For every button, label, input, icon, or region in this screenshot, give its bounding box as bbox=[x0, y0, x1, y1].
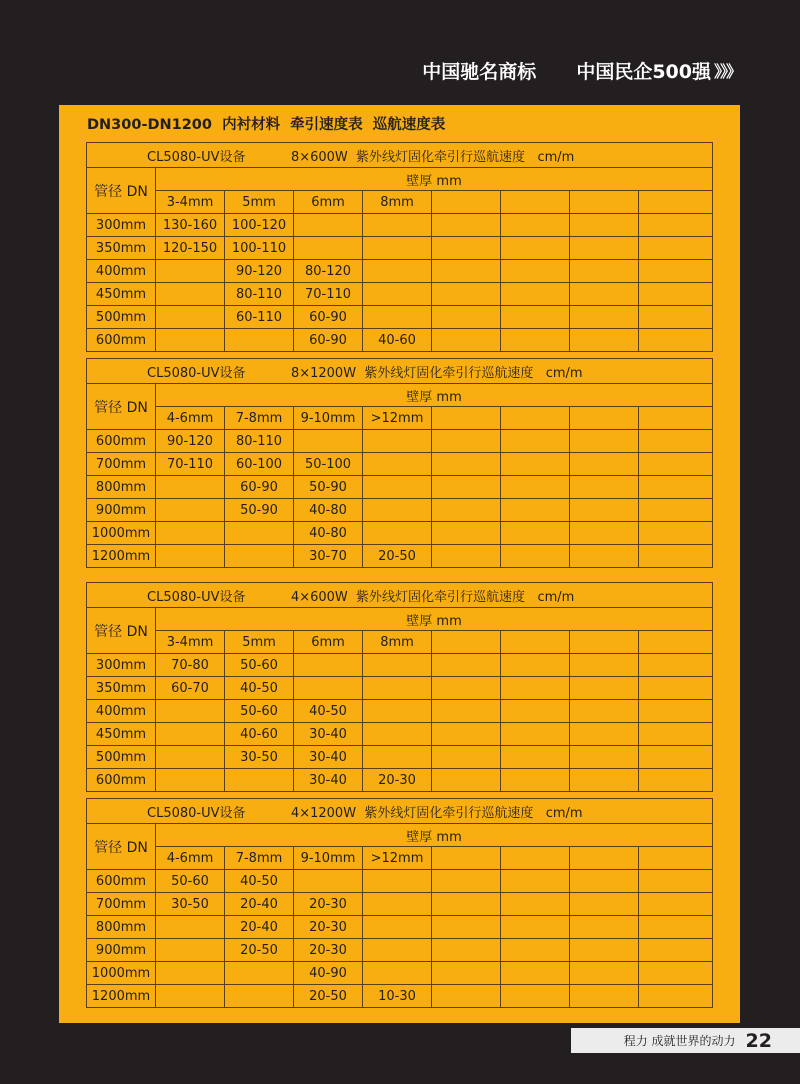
speed-cell bbox=[363, 237, 432, 260]
empty-cell bbox=[501, 893, 570, 916]
table-row bbox=[87, 723, 713, 746]
empty-cell bbox=[570, 700, 639, 723]
row-dn-cell: 900mm bbox=[87, 939, 156, 962]
table-row bbox=[87, 499, 713, 522]
speed-cell: 100-110 bbox=[225, 237, 294, 260]
empty-cell bbox=[432, 283, 501, 306]
row-dn-cell: 300mm bbox=[87, 654, 156, 677]
empty-cell bbox=[432, 677, 501, 700]
column-header: 4-6mm bbox=[156, 407, 225, 430]
table-row bbox=[87, 939, 713, 962]
speed-cell bbox=[294, 870, 363, 893]
empty-cell bbox=[570, 283, 639, 306]
table-row bbox=[87, 329, 713, 352]
wall-thickness-label: 壁厚 mm bbox=[156, 168, 713, 191]
speed-cell bbox=[156, 522, 225, 545]
dn-label: 管径 DN bbox=[87, 384, 156, 430]
empty-cell bbox=[432, 962, 501, 985]
wall-thickness-label: 壁厚 mm bbox=[156, 608, 713, 631]
table-header: CL5080-UV设备 8×1200W 紫外线灯固化牵引行巡航速度 cm/m bbox=[87, 359, 713, 384]
speed-cell bbox=[363, 916, 432, 939]
table-row bbox=[87, 237, 713, 260]
empty-cell bbox=[639, 654, 713, 677]
row-dn-cell: 1200mm bbox=[87, 545, 156, 568]
empty-cell bbox=[639, 916, 713, 939]
row-dn-cell: 450mm bbox=[87, 283, 156, 306]
empty-cell bbox=[570, 746, 639, 769]
empty-cell bbox=[432, 893, 501, 916]
empty-cell bbox=[501, 407, 570, 430]
speed-cell bbox=[225, 545, 294, 568]
column-header: 5mm bbox=[225, 191, 294, 214]
empty-cell bbox=[432, 191, 501, 214]
speed-cell: 100-120 bbox=[225, 214, 294, 237]
speed-cell: 20-50 bbox=[363, 545, 432, 568]
speed-table-panel bbox=[59, 105, 740, 1023]
speed-cell bbox=[363, 723, 432, 746]
empty-cell bbox=[570, 260, 639, 283]
empty-cell bbox=[501, 306, 570, 329]
table-header: CL5080-UV设备 8×600W 紫外线灯固化牵引行巡航速度 cm/m bbox=[87, 143, 713, 168]
speed-cell: 30-40 bbox=[294, 769, 363, 792]
table-row bbox=[87, 306, 713, 329]
empty-cell bbox=[639, 893, 713, 916]
empty-cell bbox=[432, 545, 501, 568]
empty-cell bbox=[501, 283, 570, 306]
speed-cell bbox=[363, 214, 432, 237]
row-dn-cell: 700mm bbox=[87, 453, 156, 476]
row-dn-cell: 800mm bbox=[87, 476, 156, 499]
column-header: 8mm bbox=[363, 631, 432, 654]
speed-cell: 80-110 bbox=[225, 430, 294, 453]
speed-table-8x1200w bbox=[86, 358, 713, 568]
speed-cell: 40-60 bbox=[363, 329, 432, 352]
speed-cell: 20-30 bbox=[363, 769, 432, 792]
empty-cell bbox=[570, 654, 639, 677]
empty-cell bbox=[639, 329, 713, 352]
speed-cell: 20-30 bbox=[294, 939, 363, 962]
empty-cell bbox=[501, 700, 570, 723]
empty-cell bbox=[570, 893, 639, 916]
empty-cell bbox=[432, 985, 501, 1008]
speed-cell: 40-60 bbox=[225, 723, 294, 746]
empty-cell bbox=[432, 306, 501, 329]
empty-cell bbox=[501, 746, 570, 769]
empty-cell bbox=[639, 545, 713, 568]
row-dn-cell: 500mm bbox=[87, 746, 156, 769]
table-row bbox=[87, 916, 713, 939]
empty-cell bbox=[639, 191, 713, 214]
empty-cell bbox=[501, 769, 570, 792]
empty-cell bbox=[570, 916, 639, 939]
table-row bbox=[87, 453, 713, 476]
speed-cell bbox=[363, 283, 432, 306]
speed-cell: 30-50 bbox=[225, 746, 294, 769]
empty-cell bbox=[432, 522, 501, 545]
empty-cell bbox=[639, 847, 713, 870]
speed-cell bbox=[156, 476, 225, 499]
chevron-right-icon: 》》》 bbox=[713, 61, 740, 81]
speed-table-8x600w bbox=[86, 142, 713, 352]
row-dn-cell: 1000mm bbox=[87, 962, 156, 985]
speed-cell: 10-30 bbox=[363, 985, 432, 1008]
empty-cell bbox=[639, 476, 713, 499]
row-dn-cell: 900mm bbox=[87, 499, 156, 522]
speed-cell: 20-30 bbox=[294, 893, 363, 916]
row-dn-cell: 600mm bbox=[87, 769, 156, 792]
speed-cell bbox=[156, 545, 225, 568]
speed-cell: 30-70 bbox=[294, 545, 363, 568]
speed-cell bbox=[156, 260, 225, 283]
table-row bbox=[87, 654, 713, 677]
speed-cell: 60-90 bbox=[294, 306, 363, 329]
speed-cell bbox=[156, 769, 225, 792]
wall-thickness-label: 壁厚 mm bbox=[156, 824, 713, 847]
empty-cell bbox=[570, 214, 639, 237]
empty-cell bbox=[570, 191, 639, 214]
speed-cell: 20-40 bbox=[225, 916, 294, 939]
speed-cell: 50-100 bbox=[294, 453, 363, 476]
empty-cell bbox=[570, 847, 639, 870]
speed-cell bbox=[363, 306, 432, 329]
empty-cell bbox=[501, 237, 570, 260]
empty-cell bbox=[639, 283, 713, 306]
empty-cell bbox=[639, 260, 713, 283]
row-dn-cell: 600mm bbox=[87, 430, 156, 453]
empty-cell bbox=[639, 870, 713, 893]
speed-cell bbox=[156, 939, 225, 962]
column-header: 9-10mm bbox=[294, 847, 363, 870]
empty-cell bbox=[432, 700, 501, 723]
speed-cell: 60-90 bbox=[294, 329, 363, 352]
speed-cell bbox=[363, 870, 432, 893]
empty-cell bbox=[570, 453, 639, 476]
empty-cell bbox=[432, 430, 501, 453]
speed-cell bbox=[363, 476, 432, 499]
empty-cell bbox=[501, 939, 570, 962]
table-row bbox=[87, 893, 713, 916]
speed-cell: 20-30 bbox=[294, 916, 363, 939]
empty-cell bbox=[432, 939, 501, 962]
table-row bbox=[87, 214, 713, 237]
table-row bbox=[87, 985, 713, 1008]
empty-cell bbox=[501, 985, 570, 1008]
speed-cell: 40-50 bbox=[225, 870, 294, 893]
column-header: >12mm bbox=[363, 407, 432, 430]
empty-cell bbox=[432, 237, 501, 260]
speed-cell bbox=[225, 329, 294, 352]
row-dn-cell: 700mm bbox=[87, 893, 156, 916]
empty-cell bbox=[639, 407, 713, 430]
row-dn-cell: 600mm bbox=[87, 329, 156, 352]
empty-cell bbox=[639, 522, 713, 545]
speed-table-4x1200w bbox=[86, 798, 713, 1008]
speed-cell bbox=[363, 430, 432, 453]
speed-cell: 50-60 bbox=[225, 700, 294, 723]
column-header: 4-6mm bbox=[156, 847, 225, 870]
empty-cell bbox=[639, 723, 713, 746]
speed-cell: 130-160 bbox=[156, 214, 225, 237]
speed-cell: 60-70 bbox=[156, 677, 225, 700]
speed-cell bbox=[156, 985, 225, 1008]
speed-cell bbox=[156, 746, 225, 769]
empty-cell bbox=[639, 700, 713, 723]
speed-cell: 50-90 bbox=[225, 499, 294, 522]
table-row bbox=[87, 769, 713, 792]
speed-cell bbox=[363, 893, 432, 916]
empty-cell bbox=[570, 985, 639, 1008]
speed-cell: 50-60 bbox=[225, 654, 294, 677]
speed-cell: 30-50 bbox=[156, 893, 225, 916]
empty-cell bbox=[432, 746, 501, 769]
empty-cell bbox=[501, 191, 570, 214]
table-row bbox=[87, 962, 713, 985]
empty-cell bbox=[432, 847, 501, 870]
empty-cell bbox=[570, 723, 639, 746]
speed-cell: 120-150 bbox=[156, 237, 225, 260]
row-dn-cell: 300mm bbox=[87, 214, 156, 237]
empty-cell bbox=[639, 631, 713, 654]
speed-cell: 40-50 bbox=[225, 677, 294, 700]
row-dn-cell: 450mm bbox=[87, 723, 156, 746]
empty-cell bbox=[501, 522, 570, 545]
speed-cell bbox=[363, 522, 432, 545]
empty-cell bbox=[501, 430, 570, 453]
speed-cell: 30-40 bbox=[294, 723, 363, 746]
speed-cell bbox=[156, 916, 225, 939]
speed-cell bbox=[156, 329, 225, 352]
dn-label: 管径 DN bbox=[87, 168, 156, 214]
speed-table-4x600w bbox=[86, 582, 713, 792]
speed-cell bbox=[225, 985, 294, 1008]
empty-cell bbox=[432, 214, 501, 237]
column-header: 3-4mm bbox=[156, 191, 225, 214]
speed-cell bbox=[294, 654, 363, 677]
empty-cell bbox=[639, 985, 713, 1008]
rank-slogan: 中国民企500强 bbox=[576, 60, 711, 83]
empty-cell bbox=[501, 723, 570, 746]
page-footer bbox=[571, 1028, 800, 1053]
empty-cell bbox=[501, 329, 570, 352]
table-row bbox=[87, 870, 713, 893]
empty-cell bbox=[570, 329, 639, 352]
speed-cell: 40-90 bbox=[294, 962, 363, 985]
speed-cell: 50-90 bbox=[294, 476, 363, 499]
row-dn-cell: 600mm bbox=[87, 870, 156, 893]
speed-cell bbox=[363, 746, 432, 769]
empty-cell bbox=[501, 847, 570, 870]
speed-cell bbox=[294, 430, 363, 453]
empty-cell bbox=[570, 522, 639, 545]
speed-cell bbox=[156, 700, 225, 723]
speed-cell bbox=[363, 260, 432, 283]
empty-cell bbox=[432, 769, 501, 792]
empty-cell bbox=[501, 631, 570, 654]
empty-cell bbox=[501, 476, 570, 499]
speed-cell: 90-120 bbox=[225, 260, 294, 283]
empty-cell bbox=[432, 329, 501, 352]
dn-label: 管径 DN bbox=[87, 824, 156, 870]
speed-cell: 40-80 bbox=[294, 499, 363, 522]
speed-cell bbox=[156, 723, 225, 746]
empty-cell bbox=[570, 870, 639, 893]
empty-cell bbox=[432, 499, 501, 522]
empty-cell bbox=[639, 769, 713, 792]
page-number: 22 bbox=[745, 1029, 772, 1052]
empty-cell bbox=[501, 260, 570, 283]
empty-cell bbox=[570, 939, 639, 962]
empty-cell bbox=[570, 677, 639, 700]
speed-cell: 90-120 bbox=[156, 430, 225, 453]
speed-cell bbox=[225, 769, 294, 792]
empty-cell bbox=[570, 237, 639, 260]
speed-cell: 50-60 bbox=[156, 870, 225, 893]
empty-cell bbox=[570, 545, 639, 568]
speed-cell bbox=[363, 677, 432, 700]
empty-cell bbox=[432, 870, 501, 893]
column-header: 3-4mm bbox=[156, 631, 225, 654]
speed-cell bbox=[156, 283, 225, 306]
speed-cell: 40-50 bbox=[294, 700, 363, 723]
speed-cell bbox=[294, 214, 363, 237]
wall-thickness-label: 壁厚 mm bbox=[156, 384, 713, 407]
speed-cell bbox=[294, 677, 363, 700]
empty-cell bbox=[432, 407, 501, 430]
dn-label: 管径 DN bbox=[87, 608, 156, 654]
empty-cell bbox=[570, 407, 639, 430]
speed-cell: 20-40 bbox=[225, 893, 294, 916]
table-row bbox=[87, 430, 713, 453]
empty-cell bbox=[570, 499, 639, 522]
empty-cell bbox=[501, 214, 570, 237]
column-header: 7-8mm bbox=[225, 407, 294, 430]
row-dn-cell: 350mm bbox=[87, 677, 156, 700]
empty-cell bbox=[570, 631, 639, 654]
speed-cell bbox=[363, 654, 432, 677]
empty-cell bbox=[501, 916, 570, 939]
empty-cell bbox=[432, 631, 501, 654]
empty-cell bbox=[639, 746, 713, 769]
table-header: CL5080-UV设备 4×600W 紫外线灯固化牵引行巡航速度 cm/m bbox=[87, 583, 713, 608]
row-dn-cell: 1000mm bbox=[87, 522, 156, 545]
row-dn-cell: 1200mm bbox=[87, 985, 156, 1008]
column-header: 6mm bbox=[294, 191, 363, 214]
empty-cell bbox=[639, 499, 713, 522]
empty-cell bbox=[501, 453, 570, 476]
empty-cell bbox=[570, 769, 639, 792]
speed-cell: 70-110 bbox=[294, 283, 363, 306]
table-row bbox=[87, 476, 713, 499]
empty-cell bbox=[639, 453, 713, 476]
column-header: 9-10mm bbox=[294, 407, 363, 430]
empty-cell bbox=[501, 962, 570, 985]
column-header: 8mm bbox=[363, 191, 432, 214]
speed-cell bbox=[363, 962, 432, 985]
table-row bbox=[87, 545, 713, 568]
speed-cell bbox=[225, 962, 294, 985]
empty-cell bbox=[432, 723, 501, 746]
empty-cell bbox=[432, 476, 501, 499]
speed-cell: 20-50 bbox=[225, 939, 294, 962]
speed-cell bbox=[156, 962, 225, 985]
speed-cell: 80-120 bbox=[294, 260, 363, 283]
speed-cell bbox=[363, 453, 432, 476]
empty-cell bbox=[570, 430, 639, 453]
empty-cell bbox=[570, 962, 639, 985]
speed-cell bbox=[156, 499, 225, 522]
empty-cell bbox=[570, 306, 639, 329]
row-dn-cell: 400mm bbox=[87, 260, 156, 283]
empty-cell bbox=[639, 962, 713, 985]
empty-cell bbox=[432, 453, 501, 476]
empty-cell bbox=[501, 654, 570, 677]
empty-cell bbox=[639, 237, 713, 260]
table-row bbox=[87, 522, 713, 545]
empty-cell bbox=[639, 214, 713, 237]
speed-cell bbox=[225, 522, 294, 545]
empty-cell bbox=[639, 306, 713, 329]
page-title: DN300-DN1200 内衬材料 牵引速度表 巡航速度表 bbox=[87, 117, 446, 133]
column-header: >12mm bbox=[363, 847, 432, 870]
empty-cell bbox=[639, 430, 713, 453]
column-header: 7-8mm bbox=[225, 847, 294, 870]
speed-cell: 60-110 bbox=[225, 306, 294, 329]
brand-slogan: 中国驰名商标 bbox=[422, 60, 537, 83]
empty-cell bbox=[639, 939, 713, 962]
row-dn-cell: 800mm bbox=[87, 916, 156, 939]
row-dn-cell: 500mm bbox=[87, 306, 156, 329]
empty-cell bbox=[432, 260, 501, 283]
column-header: 5mm bbox=[225, 631, 294, 654]
speed-cell: 70-80 bbox=[156, 654, 225, 677]
empty-cell bbox=[432, 654, 501, 677]
speed-cell bbox=[363, 939, 432, 962]
row-dn-cell: 350mm bbox=[87, 237, 156, 260]
empty-cell bbox=[501, 677, 570, 700]
speed-cell: 40-80 bbox=[294, 522, 363, 545]
table-row bbox=[87, 283, 713, 306]
table-header: CL5080-UV设备 4×1200W 紫外线灯固化牵引行巡航速度 cm/m bbox=[87, 799, 713, 824]
column-header: 6mm bbox=[294, 631, 363, 654]
table-row bbox=[87, 746, 713, 769]
empty-cell bbox=[501, 499, 570, 522]
empty-cell bbox=[432, 916, 501, 939]
speed-cell: 60-100 bbox=[225, 453, 294, 476]
speed-cell: 60-90 bbox=[225, 476, 294, 499]
empty-cell bbox=[570, 476, 639, 499]
empty-cell bbox=[501, 870, 570, 893]
speed-cell: 30-40 bbox=[294, 746, 363, 769]
speed-cell: 80-110 bbox=[225, 283, 294, 306]
speed-cell bbox=[363, 700, 432, 723]
empty-cell bbox=[639, 677, 713, 700]
speed-cell: 70-110 bbox=[156, 453, 225, 476]
speed-cell bbox=[156, 306, 225, 329]
speed-cell: 20-50 bbox=[294, 985, 363, 1008]
empty-cell bbox=[501, 545, 570, 568]
table-row bbox=[87, 677, 713, 700]
row-dn-cell: 400mm bbox=[87, 700, 156, 723]
footer-slogan: 程力 成就世界的动力 bbox=[623, 1034, 736, 1048]
speed-cell bbox=[294, 237, 363, 260]
table-row bbox=[87, 260, 713, 283]
table-row bbox=[87, 700, 713, 723]
top-banner bbox=[0, 52, 740, 88]
speed-cell bbox=[363, 499, 432, 522]
